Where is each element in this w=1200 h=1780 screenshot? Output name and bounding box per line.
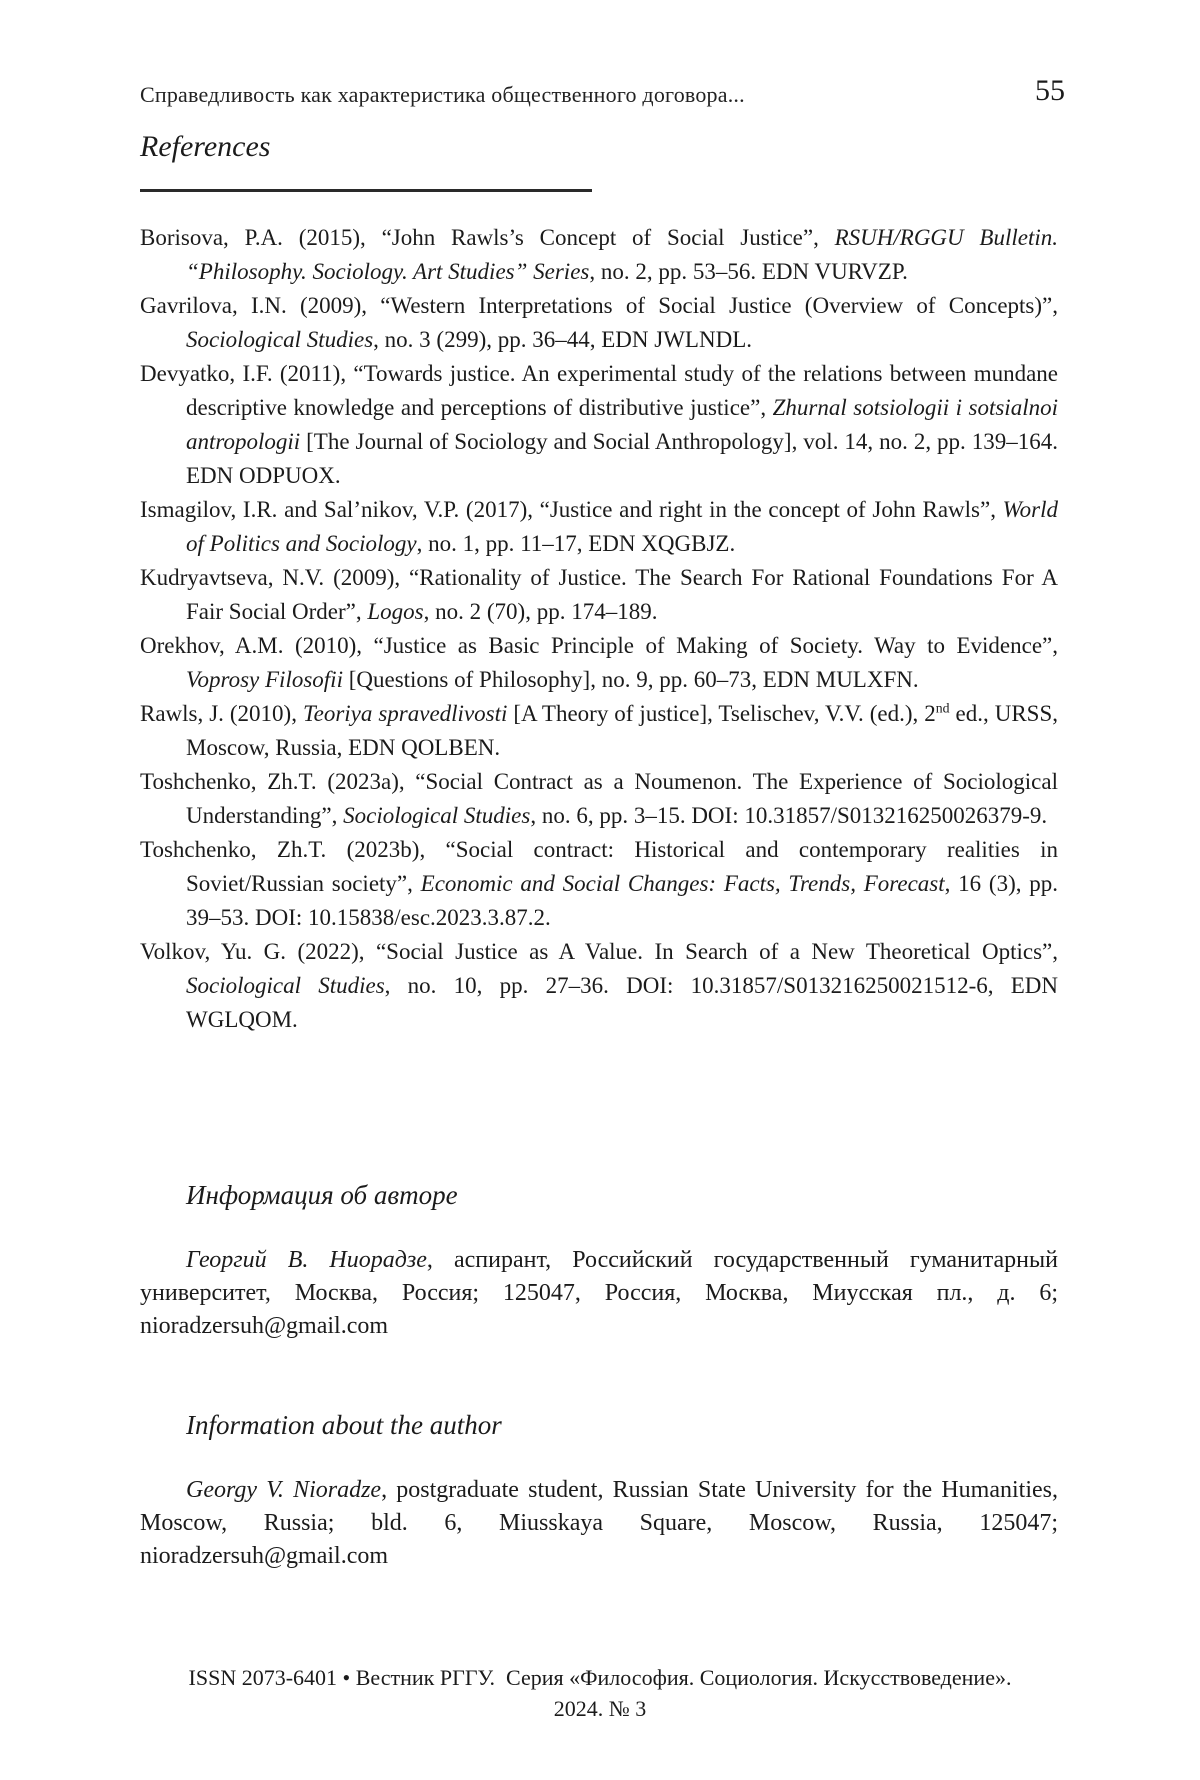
reference-item: Toshchenko, Zh.T. (2023b), “Social contract: Historical and contemporary realities in Soviet/Russian society”, Economic and Social Changes: Facts, Trends, Forecast, 16 (3), pp. 39–53. DOI: 10.15838/esc.2023.3.87.2. xyxy=(140,837,1058,930)
author-info-ru-heading: Информация об авторе xyxy=(186,1180,458,1210)
references-underline-rule xyxy=(140,189,592,192)
page-footer xyxy=(140,1662,1060,1724)
footer-issn-line: ISSN 2073-6401 • Вестник РГГУ. Серия «Философия. Социология. Искусствоведение». xyxy=(188,1665,1012,1690)
reference-item: Orekhov, A.M. (2010), “Justice as Basic Principle of Making of Society. Way to Evidence”, Voprosy Filosofii [Questions of Philosophy], no. 9, pp. 60–73, EDN MULXFN. xyxy=(140,633,1058,692)
reference-item: Kudryavtseva, N.V. (2009), “Rationality of Justice. The Search For Rational Foundations For A Fair Social Order”, Logos, no. 2 (70), pp. 174–189. xyxy=(140,565,1058,624)
author-info-en-heading: Information about the author xyxy=(186,1410,502,1440)
reference-item: Toshchenko, Zh.T. (2023a), “Social Contract as a Noumenon. The Experience of Sociological Understanding”, Sociological Studies, no. 6, pp. 3–15. DOI: 10.31857/S013216250026379-9. xyxy=(140,769,1058,828)
page-number: 55 xyxy=(1035,74,1065,107)
author-info-ru-paragraph: Георгий В. Ниорадзе, аспирант, Российский государственный гуманитарный университет, Москва, Россия; 125047, Россия, Москва, Миусская пл., д. 6; nioradzersuh@gmail.com xyxy=(140,1247,1058,1339)
author-info-en-paragraph: Georgy V. Nioradze, postgraduate student, Russian State University for the Humanities, Moscow, Russia; bld. 6, Miusskaya Square, Moscow, Russia, 125047; nioradzersuh@gmail.com xyxy=(140,1477,1058,1569)
running-title: Справедливость как характеристика общественного договора... xyxy=(140,82,745,107)
running-header xyxy=(140,74,1065,108)
footer-issue-line: 2024. № 3 xyxy=(553,1696,647,1721)
references-heading: References xyxy=(140,130,271,163)
reference-item: Borisova, P.A. (2015), “John Rawls’s Concept of Social Justice”, RSUH/RGGU Bulletin. “Philosophy. Sociology. Art Studies” Series, no. 2, pp. 53–56. EDN VURVZP. xyxy=(140,225,1058,284)
reference-item: Rawls, J. (2010), Teoriya spravedlivosti [A Theory of justice], Tselischev, V.V. (ed.), 2nd ed., URSS, Moscow, Russia, EDN QOLBEN. xyxy=(140,700,1058,760)
reference-item: Gavrilova, I.N. (2009), “Western Interpretations of Social Justice (Overview of Concepts)”, Sociological Studies, no. 3 (299), pp. 36–44, EDN JWLNDL. xyxy=(140,293,1058,352)
reference-item: Volkov, Yu. G. (2022), “Social Justice as A Value. In Search of a New Theoretical Optics”, Sociological Studies, no. 10, pp. 27–36. DOI: 10.31857/S013216250021512-6, EDN WGLQOM. xyxy=(140,939,1058,1032)
reference-item: Devyatko, I.F. (2011), “Towards justice. An experimental study of the relations between mundane descriptive knowledge and perceptions of distributive justice”, Zhurnal sotsiologii i sotsialnoi antropologii [The Journal of Sociology and Social Anthropology], vol. 14, no. 2, pp. 139–164. EDN ODPUOX. xyxy=(140,361,1058,488)
references-list xyxy=(140,221,1058,1037)
reference-item: Ismagilov, I.R. and Sal’nikov, V.P. (2017), “Justice and right in the concept of John Rawls”, World of Politics and Sociology, no. 1, pp. 11–17, EDN XQGBJZ. xyxy=(140,497,1058,556)
